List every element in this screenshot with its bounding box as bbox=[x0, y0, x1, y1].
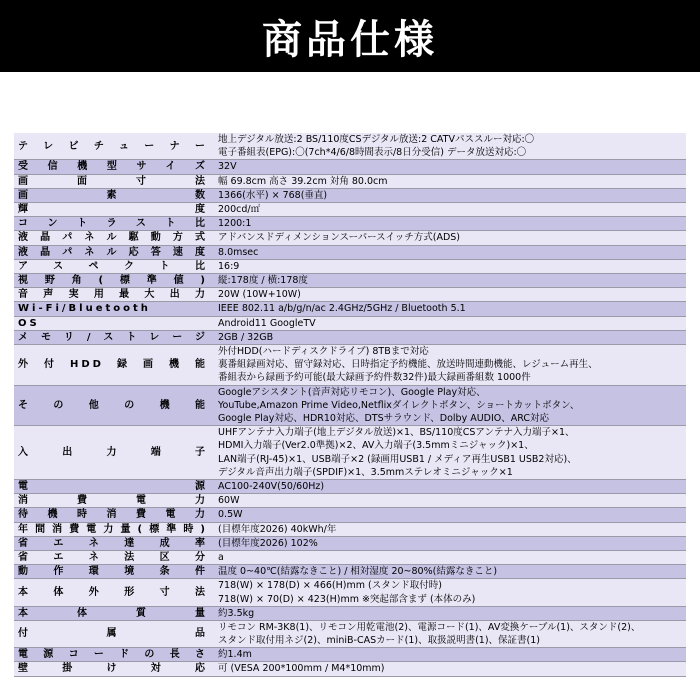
spec-row bbox=[14, 202, 686, 216]
spec-label: 輝度 bbox=[14, 202, 214, 216]
spec-value bbox=[214, 274, 686, 288]
spec-value-line: 縦:178度 / 横:178度 bbox=[218, 275, 308, 286]
spec-value-line: 裏番組録画対応、留守録対応、日時指定予約機能、放送時間連動機能、レジューム再生、 bbox=[218, 359, 598, 371]
spec-value-line: アドバンスドディメンションスーパースイッチ方式(ADS) bbox=[218, 232, 461, 244]
spec-row bbox=[14, 648, 686, 662]
spec-label: 本体外形寸法 bbox=[14, 579, 214, 606]
spec-value bbox=[214, 536, 686, 550]
spec-value bbox=[214, 662, 686, 676]
spec-value-line: デジタル音声出力端子(SPDIF)×1、3.5mmステレオミニジャック×1 bbox=[218, 466, 513, 478]
spec-value bbox=[214, 550, 686, 564]
spec-value-line: 温度 0~40℃(結露なきこと) / 相対湿度 20~80%(結露なきこと) bbox=[218, 566, 498, 578]
spec-label: 省エネ法区分 bbox=[14, 550, 214, 564]
spec-value-line: 2GB / 32GB bbox=[218, 331, 274, 343]
spec-value-line: 16:9 bbox=[218, 260, 240, 272]
spec-value bbox=[214, 385, 686, 426]
spec-value bbox=[214, 174, 686, 188]
spec-value-line: 718(W) × 178(D) × 466(H)mm (スタンド取付時) bbox=[218, 580, 442, 592]
spec-row bbox=[14, 174, 686, 188]
spec-row bbox=[14, 522, 686, 536]
title-bar bbox=[0, 0, 700, 72]
page-title: 商品仕様 bbox=[262, 16, 438, 63]
spec-value-line: 32V bbox=[218, 161, 237, 173]
spec-label: Wi-Fi/Bluetooth bbox=[14, 302, 214, 316]
spec-value bbox=[214, 231, 686, 245]
spec-value-line: AC100-240V(50/60Hz) bbox=[218, 480, 325, 492]
spec-value-line: 外付HDD(ハードディスクドライブ) 8TBまで対応 bbox=[218, 346, 429, 358]
spec-value-line: 200cd/㎡ bbox=[218, 203, 261, 215]
spec-value bbox=[214, 648, 686, 662]
spec-value-line: 番組表から録画予約可能(最大録画予約件数32件)最大録画番組数 1000件 bbox=[218, 372, 531, 384]
spec-label: 受信機型サイズ bbox=[14, 160, 214, 174]
spec-value-line: 約1.4m bbox=[218, 649, 252, 661]
spec-value bbox=[214, 202, 686, 216]
spec-label: OS bbox=[14, 316, 214, 330]
spec-label: 年間消費電力量(標準時) bbox=[14, 522, 214, 536]
spec-value-line: 幅 69.8cm 高さ 39.2cm 対角 80.0cm bbox=[218, 175, 388, 187]
spec-value-line: Googleアシスタント(音声対応リモコン)、Google Play対応、 bbox=[218, 386, 486, 398]
spec-label: コントラスト比 bbox=[14, 217, 214, 231]
spec-value-line: 1200:1 bbox=[218, 218, 252, 230]
spec-value bbox=[214, 606, 686, 620]
spec-value-line: 8.0msec bbox=[218, 246, 259, 258]
spec-row bbox=[14, 565, 686, 579]
spec-value-line: 1366(水平) × 768(垂直) bbox=[218, 189, 328, 201]
spec-value bbox=[214, 302, 686, 316]
spec-value bbox=[214, 479, 686, 493]
spec-value-line: Google Play対応、HDR10対応、DTSサラウンド、Dolby AUDIO、ARC対応 bbox=[218, 412, 550, 424]
spec-label: アスペクト比 bbox=[14, 259, 214, 273]
spec-value bbox=[214, 620, 686, 647]
spec-value-line: IEEE 802.11 a/b/g/n/ac 2.4GHz/5GHz / Bluetooth 5.1 bbox=[218, 303, 466, 315]
spec-value bbox=[214, 330, 686, 344]
spec-label: 液晶パネル駆動方式 bbox=[14, 231, 214, 245]
spec-row bbox=[14, 330, 686, 344]
spec-label: 消費電力 bbox=[14, 494, 214, 508]
spec-value bbox=[214, 160, 686, 174]
spec-value bbox=[214, 494, 686, 508]
spec-value bbox=[214, 522, 686, 536]
spec-value bbox=[214, 345, 686, 386]
spec-row bbox=[14, 288, 686, 302]
spec-value-line: a bbox=[218, 551, 224, 563]
spec-row bbox=[14, 188, 686, 202]
spec-value-line: 地上デジタル放送:2 BS/110度CSデジタル放送:2 CATVパススルー対応:〇 bbox=[218, 134, 535, 145]
spec-row bbox=[14, 536, 686, 550]
spec-label: 外付HDD録画機能 bbox=[14, 345, 214, 386]
spec-value-line: 20W (10W+10W) bbox=[218, 289, 301, 301]
spec-row bbox=[14, 385, 686, 426]
spec-label: 付属品 bbox=[14, 620, 214, 647]
spec-value-line: 718(W) × 70(D) × 423(H)mm ※突起部含まず (本体のみ) bbox=[218, 593, 476, 605]
spec-row bbox=[14, 579, 686, 606]
spec-label: 省エネ達成率 bbox=[14, 536, 214, 550]
spec-label: その他の機能 bbox=[14, 385, 214, 426]
spec-value-line: UHFアンテナ入力端子(地上デジタル放送)×1、BS/110度CSアンテナ入力端子×1、 bbox=[218, 427, 575, 439]
spec-value bbox=[214, 316, 686, 330]
spec-row bbox=[14, 274, 686, 288]
spec-value bbox=[214, 565, 686, 579]
spec-row bbox=[14, 133, 686, 160]
spec-value-line: Android11 GoogleTV bbox=[218, 317, 316, 329]
spec-value bbox=[214, 579, 686, 606]
spec-label: 画面寸法 bbox=[14, 174, 214, 188]
spec-value-line: 60W bbox=[218, 495, 240, 507]
spec-row bbox=[14, 550, 686, 564]
spec-value-line: (目標年度2026) 102% bbox=[218, 537, 318, 549]
spec-value-line: HDMI入力端子(Ver2.0準拠)×2、AV入力端子(3.5mmミニジャック)×1、 bbox=[218, 440, 534, 452]
spec-label: 視野角(標準値) bbox=[14, 274, 214, 288]
spec-row bbox=[14, 479, 686, 493]
spec-label: 電源コードの長さ bbox=[14, 648, 214, 662]
spec-value-line: (目標年度2026) 40kWh/年 bbox=[218, 523, 337, 535]
spec-value-line: 可 (VESA 200*100mm / M4*10mm) bbox=[218, 663, 385, 675]
spec-value bbox=[214, 288, 686, 302]
spec-value bbox=[214, 188, 686, 202]
spec-row bbox=[14, 494, 686, 508]
spec-row bbox=[14, 245, 686, 259]
spec-value-line: スタンド取付用ネジ(2)、miniB-CASカード(1)、取扱説明書(1)、保証書(1) bbox=[218, 635, 540, 647]
spec-label: 画素数 bbox=[14, 188, 214, 202]
spec-value-line: 電子番組表(EPG):〇(7ch*4/6/8時間表示/8日分受信) データ放送対応:〇 bbox=[218, 147, 527, 159]
spec-row bbox=[14, 231, 686, 245]
spec-row bbox=[14, 259, 686, 273]
spec-row bbox=[14, 508, 686, 522]
spec-value bbox=[214, 259, 686, 273]
spec-label: 動作環境条件 bbox=[14, 565, 214, 579]
spec-value-line: 約3.5kg bbox=[218, 607, 255, 619]
spec-label: テレビチューナー bbox=[14, 133, 214, 160]
spec-label: 音声実用最大出力 bbox=[14, 288, 214, 302]
spec-value bbox=[214, 133, 686, 160]
spec-row bbox=[14, 345, 686, 386]
spec-row bbox=[14, 606, 686, 620]
spec-row bbox=[14, 316, 686, 330]
spec-row bbox=[14, 217, 686, 231]
spec-value-line: リモコン RM-3K8(1)、リモコン用乾電池(2)、電源コード(1)、AV変換ケーブル(1)、スタンド(2)、 bbox=[218, 621, 641, 633]
spec-value bbox=[214, 508, 686, 522]
spec-label: メモリ/ストレージ bbox=[14, 330, 214, 344]
spec-row bbox=[14, 160, 686, 174]
spec-row bbox=[14, 302, 686, 316]
spec-label: 液晶パネル応答速度 bbox=[14, 245, 214, 259]
spec-label: 待機時消費電力 bbox=[14, 508, 214, 522]
spec-value-line: 0.5W bbox=[218, 509, 243, 521]
spec-value-line: LAN端子(RJ-45)×1、USB端子×2 (録画用USB1 / メディア再生USB1 USB2対応)、 bbox=[218, 453, 577, 465]
spec-value bbox=[214, 426, 686, 480]
spec-label: 電源 bbox=[14, 479, 214, 493]
spec-label: 壁掛け対応 bbox=[14, 662, 214, 676]
spec-label: 本体質量 bbox=[14, 606, 214, 620]
spec-row bbox=[14, 426, 686, 480]
spec-row bbox=[14, 662, 686, 676]
spec-table bbox=[14, 133, 686, 677]
spec-value-line: YouTube,Amazon Prime Video,Netflixダイレクトボタン、ショートカットボタン、 bbox=[218, 399, 580, 411]
spec-row bbox=[14, 620, 686, 647]
spec-label: 入出力端子 bbox=[14, 426, 214, 480]
spec-value bbox=[214, 217, 686, 231]
spec-value bbox=[214, 245, 686, 259]
